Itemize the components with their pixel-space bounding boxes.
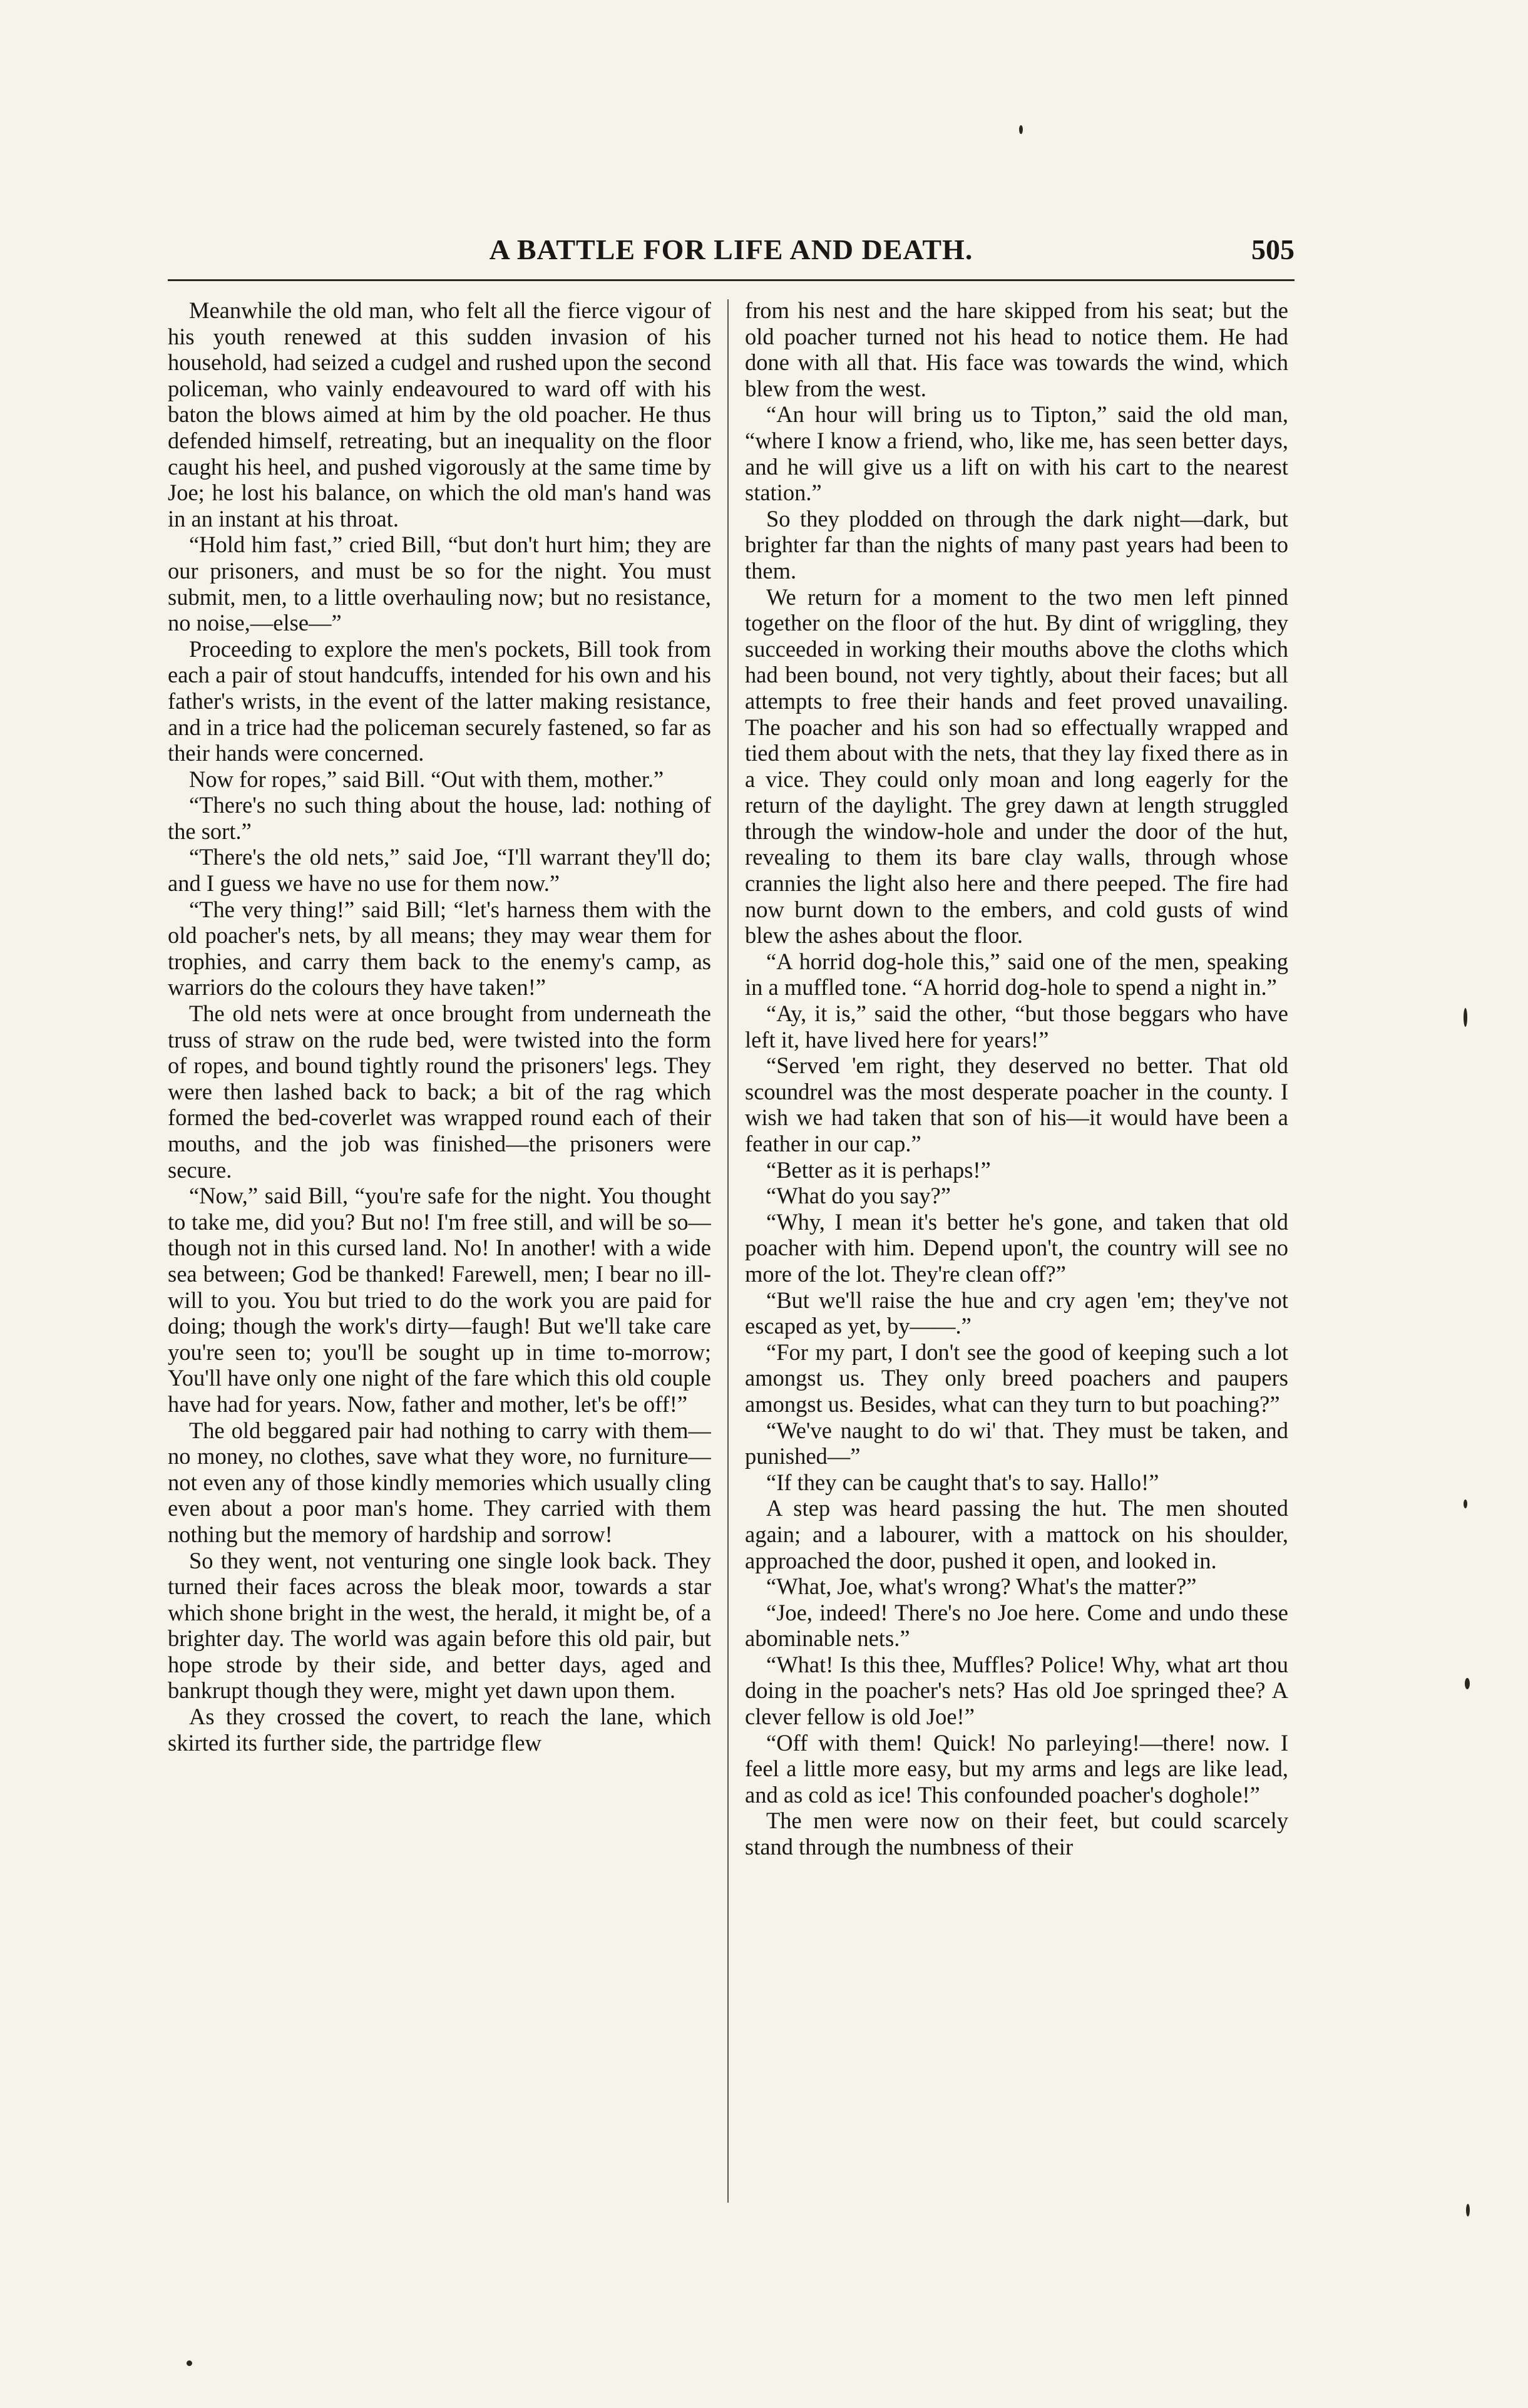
ink-speck — [1464, 1500, 1467, 1508]
paragraph: The men were now on their feet, but could scarcely stand through the numbness of their — [745, 1808, 1288, 1860]
paragraph: We return for a moment to the two men left pinned together on the floor of the hut. By dint of wriggling, they succeeded in working their mouths above the cloths which had been bound, not very tightly, about their faces; but all attempts to free their hands and feet proved unavailing. The poacher and his son had so effectually wrapped and tied them about with the nets, that they lay fixed there as in a vice. They could only moan and long eagerly for the return of the daylight. The grey dawn at length struggled through the window-hole and under the door of the hut, revealing to them its bare clay walls, through whose crannies the light also here and there peeped. The fire had now burnt down to the embers, and cold gusts of wind blew the ashes about the floor. — [745, 584, 1288, 949]
paragraph: from his nest and the hare skipped from his seat; but the old poacher turned not his head to notice them. He had done with all that. His face was towards the wind, which blew from the west. — [745, 297, 1288, 401]
paragraph: “There's the old nets,” said Joe, “I'll warrant they'll do; and I guess we have no use for them now.” — [168, 844, 711, 897]
paragraph: “Ay, it is,” said the other, “but those beggars who have left it, have lived here for years!” — [745, 1001, 1288, 1052]
paragraph: “But we'll raise the hue and cry agen 'em; they've not escaped as yet, by——.” — [745, 1287, 1288, 1339]
paragraph: “Served 'em right, they deserved no better. That old scoundrel was the most desperate poacher in the county. I wish we had taken that son of his—it would have been a feather in our cap.” — [745, 1052, 1288, 1156]
paragraph: “If they can be caught that's to say. Hallo!” — [766, 1469, 1159, 1495]
paragraph: As they crossed the covert, to reach the lane, which skirted its further side, the partridge flew — [168, 1704, 711, 1756]
paragraph: “Off with them! Quick! No parleying!—there! now. I feel a little more easy, but my arms and legs are like lead, and as cold as ice! This confounded poacher's doghole!” — [745, 1729, 1288, 1808]
ink-speck — [1465, 1678, 1470, 1689]
paragraph: So they plodded on through the dark night—dark, but brighter far than the nights of many past years had been to them. — [745, 505, 1288, 584]
paragraph: “Why, I mean it's better he's gone, and taken that old poacher with him. Depend upon't, the country will see no more of the lot. They're clean off?” — [745, 1208, 1288, 1287]
paragraph: “Now,” said Bill, “you're safe for the night. You thought to take me, did you? But no! I'm free still, and will be so—though not in this cursed land. No! In another! with a wide sea between; God be thanked! Farewell, men; I bear no ill-will to you. You but tried to do the work you are paid for doing; though the work's dirty—faugh! But we'll take care you're seen to; you'll be sought up in time to-morrow; You'll have only one night of the fare which this old couple have had for years. Now, father and mother, let's be off!” — [168, 1183, 711, 1417]
ink-speck — [187, 2360, 192, 2366]
paragraph: Proceeding to explore the men's pockets, Bill took from each a pair of stout handcuffs, intended for his own and his father's wrists, in the event of the latter making resistance, and in a trice had the policeman securely fastened, so far as their hands were concerned. — [168, 635, 711, 766]
right-column — [745, 297, 1288, 2201]
left-column — [168, 297, 711, 2201]
page-number: 505 — [1251, 234, 1295, 265]
paragraph: “What do you say?” — [766, 1183, 951, 1209]
ink-speck — [1019, 125, 1023, 134]
paragraph: “We've naught to do wi' that. They must be taken, and punished—” — [745, 1417, 1288, 1469]
ink-speck — [1464, 1008, 1467, 1027]
paragraph: “A horrid dog-hole this,” said one of the men, speaking in a muffled tone. “A horrid dog-hole to spend a night in.” — [745, 948, 1288, 1001]
paragraph: “There's no such thing about the house, lad: nothing of the sort.” — [168, 792, 711, 844]
running-title: A BATTLE FOR LIFE AND DEATH. — [489, 234, 973, 265]
paragraph: So they went, not venturing one single look back. They turned their faces across the bleak moor, towards a star which shone bright in the west, the herald, it might be, of a brighter day. The world was again before this old pair, but hope strode by their side, and better days, aged and bankrupt though they were, might yet dawn upon them. — [168, 1547, 711, 1704]
paragraph: “What! Is this thee, Muffles? Police! Why, what art thou doing in the poacher's nets? Has old Joe springed thee? A clever fellow is old Joe!” — [745, 1651, 1288, 1730]
paragraph: Now for ropes,” said Bill. “Out with them, mother.” — [189, 766, 664, 792]
paragraph: “Better as it is perhaps!” — [766, 1156, 991, 1183]
header-rule — [168, 279, 1295, 281]
paragraph: The old beggared pair had nothing to carry with them—no money, no clothes, save what they wore, no furniture—not even any of those kindly memories which usually cling even about a poor man's home. They carried with them nothing but the memory of hardship and sorrow! — [168, 1417, 711, 1547]
paragraph: The old nets were at once brought from underneath the truss of straw on the rude bed, were twisted into the form of ropes, and bound tightly round the prisoners' legs. They were then lashed back to back; a bit of the rag which formed the bed-coverlet was wrapped round each of their mouths, and the job was finished—the prisoners were secure. — [168, 1001, 711, 1183]
paragraph: “Hold him fast,” cried Bill, “but don't hurt him; they are our prisoners, and must be so for the night. You must submit, men, to a little overhauling now; but no resistance, no noise,—else—” — [168, 532, 711, 636]
paragraph: “What, Joe, what's wrong? What's the matter?” — [766, 1573, 1197, 1600]
column-divider — [727, 299, 729, 2203]
paragraph: “An hour will bring us to Tipton,” said the old man, “where I know a friend, who, like me, has seen better days, and he will give us a lift on with his cart to the nearest station.” — [745, 401, 1288, 506]
paragraph: “For my part, I don't see the good of keeping such a lot amongst us. They only breed poachers and paupers amongst us. Besides, what can they turn to but poaching?” — [745, 1339, 1288, 1417]
paragraph: A step was heard passing the hut. The men shouted again; and a labourer, with a mattock on his shoulder, approached the door, pushed it open, and looked in. — [745, 1495, 1288, 1573]
paragraph: “The very thing!” said Bill; “let's harness them with the old poacher's nets, by all means; they may wear them for trophies, and carry them back to the enemy's camp, as warriors do the colours they have taken!” — [168, 896, 711, 1001]
paragraph: “Joe, indeed! There's no Joe here. Come and undo these abominable nets.” — [745, 1599, 1288, 1652]
page-header — [168, 233, 1295, 277]
ink-speck — [1466, 2204, 1470, 2216]
paragraph: Meanwhile the old man, who felt all the fierce vigour of his youth renewed at this sudden invasion of his household, had seized a cudgel and rushed upon the second policeman, who vainly endeavoured to ward off with his baton the blows aimed at him by the old poacher. He thus defended himself, retreating, but an inequality on the floor caught his heel, and pushed vigorously at the same time by Joe; he lost his balance, on which the old man's hand was in an instant at his throat. — [168, 297, 711, 532]
